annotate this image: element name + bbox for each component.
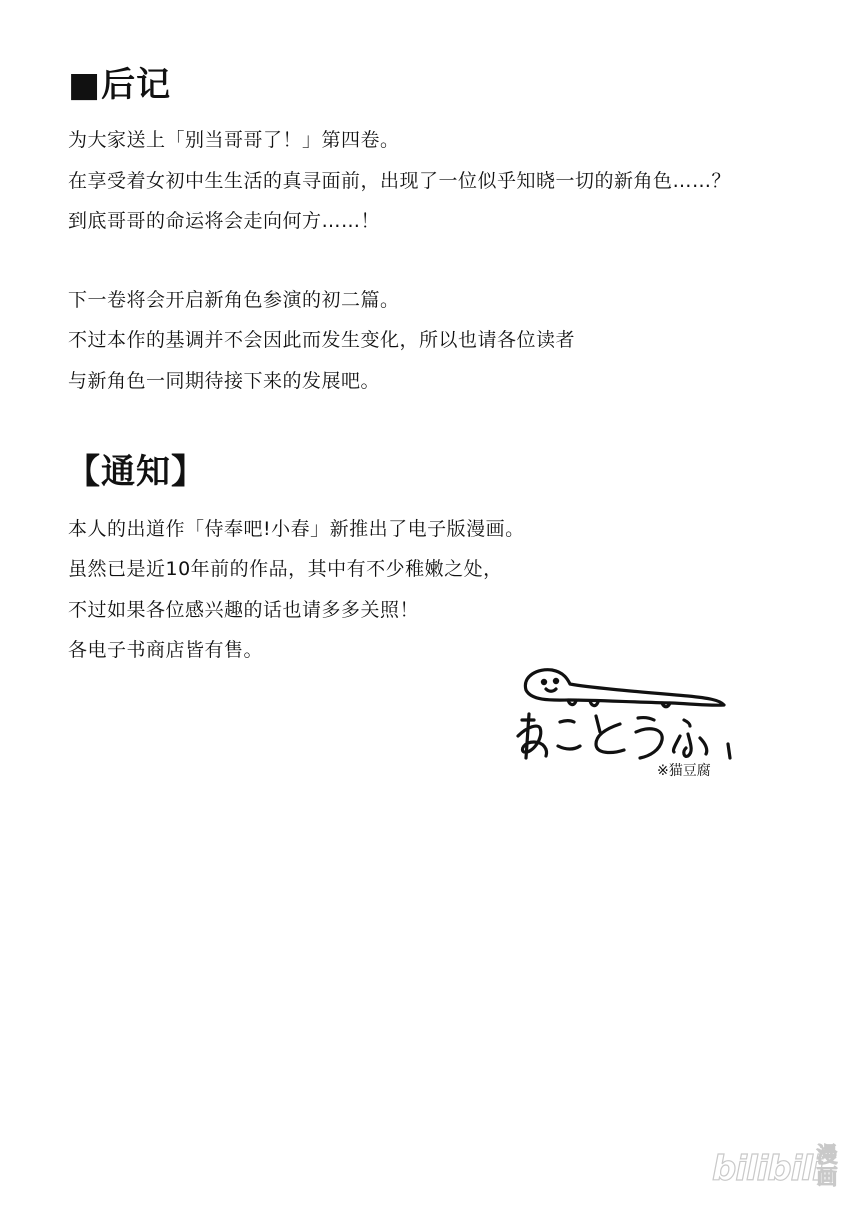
notice-line-1: 本人的出道作「侍奉吧!小春」新推出了电子版漫画。 (68, 518, 525, 540)
watermark-label: 漫画 (816, 1143, 838, 1190)
notice-line-3: 不过如果各位感兴趣的话也请多多关照！ (68, 599, 420, 621)
afterword-line-3: 到底哥哥的命运将会走向何方……！ (68, 210, 381, 232)
afterword-line-2: 在享受着女初中生生活的真寻面前，出现了一位似乎知晓一切的新角色……？ (68, 170, 732, 192)
afterword-line-4: 下一卷将会开启新角色参演的初二篇。 (68, 289, 400, 311)
afterword-line-6: 与新角色一同期待接下来的发展吧。 (68, 370, 381, 392)
afterword-line-5: 不过本作的基调并不会因此而发生变化，所以也请各位读者 (68, 329, 576, 351)
notice-line-4: 各电子书商店皆有售。 (68, 639, 264, 661)
afterword-line-1: 为大家送上「别当哥哥了！」第四卷。 (68, 129, 400, 151)
notice-line-2: 虽然已是近10年前的作品，其中有不少稚嫩之处， (68, 558, 503, 580)
handwritten-signature (512, 662, 742, 762)
afterword-heading: ■后记 (68, 65, 172, 105)
signature-note: ※猫豆腐 (657, 763, 711, 779)
bilibili-watermark (712, 1140, 842, 1200)
watermark-brand: bilibili (712, 1149, 823, 1189)
signature-doodle-body (525, 670, 724, 706)
notice-heading: 【通知】 (66, 452, 206, 492)
